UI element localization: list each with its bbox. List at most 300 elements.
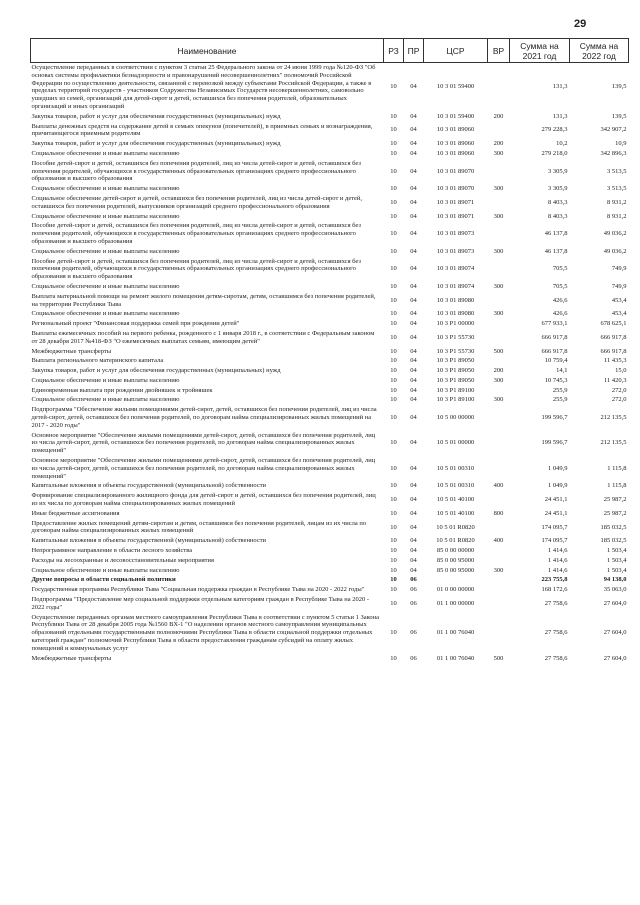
cell-pr: 04 (410, 547, 417, 555)
cell-vr: 200 (493, 367, 504, 375)
cell-rz: 10 (390, 167, 397, 175)
cell-csr: 10 3 01 89080 (436, 296, 475, 304)
cell-sum-2022: 3 513,5 (607, 167, 627, 175)
cell-sum-2021: 168 172,6 (541, 586, 568, 594)
table-row (31, 282, 629, 292)
header-sum-2022: Сумма на 2022 год (570, 39, 629, 63)
cell-vr: 800 (493, 509, 504, 517)
cell-sum-2022: 453,4 (611, 310, 627, 318)
table-row (31, 519, 629, 537)
cell-name: Социальное обеспечение и иные выплаты населению (31, 396, 180, 404)
cell-sum-2022: 272,0 (611, 386, 627, 394)
header-pr: ПР (404, 39, 424, 63)
cell-pr: 04 (410, 126, 417, 134)
cell-name: Закупка товаров, работ и услуг для обеспечения государственных (муниципальных) нужд (31, 112, 281, 120)
cell-rz: 10 (390, 376, 397, 384)
table-body (31, 63, 629, 664)
cell-csr: 10 3 P1 89100 (436, 386, 475, 394)
cell-vr (488, 575, 510, 585)
cell-name: Подпрограмма "Предоставление мер социальной поддержки отдельным категориям граждан в Республике Тыва на 2020 - 2022 годы" (31, 596, 370, 611)
cell-sum-2021: 46 137,8 (544, 247, 568, 255)
header-name: Наименование (31, 39, 384, 63)
cell-sum-2022: 15,0 (615, 367, 627, 375)
budget-table (30, 38, 629, 663)
cell-pr: 04 (410, 212, 417, 220)
cell-rz: 10 (390, 367, 397, 375)
cell-name: Выплата регионального материнского капитала (31, 357, 164, 365)
cell-rz: 10 (390, 320, 397, 328)
cell-csr: 10 3 01 89074 (436, 265, 475, 273)
cell-name: Капитальные вложения в объекты государственной (муниципальной) собственности (31, 537, 267, 545)
cell-name: Закупка товаров, работ и услуг для обеспечения государственных (муниципальных) нужд (31, 367, 281, 375)
table-row (31, 257, 629, 282)
cell-pr: 04 (410, 265, 417, 273)
cell-rz: 10 (390, 126, 397, 134)
table-row (31, 376, 629, 386)
cell-pr: 06 (410, 599, 417, 607)
cell-sum-2022: 11 435,3 (603, 357, 627, 365)
cell-rz: 10 (390, 523, 397, 531)
cell-sum-2021: 14,1 (556, 367, 568, 375)
cell-sum-2021: 223 755,8 (541, 576, 568, 584)
table-row (31, 319, 629, 329)
cell-pr: 06 (410, 654, 417, 662)
cell-vr: 300 (493, 149, 504, 157)
cell-rz: 10 (390, 230, 397, 238)
cell-pr: 04 (410, 537, 417, 545)
cell-sum-2022: 25 987,2 (603, 496, 627, 504)
cell-sum-2021: 666 917,8 (541, 333, 568, 341)
cell-sum-2021: 24 451,1 (544, 509, 568, 517)
cell-sum-2021: 666 917,8 (541, 347, 568, 355)
cell-rz: 10 (390, 464, 397, 472)
cell-sum-2022: 94 138,0 (603, 576, 627, 584)
cell-vr: 200 (493, 112, 504, 120)
cell-vr: 500 (493, 347, 504, 355)
cell-rz: 10 (390, 212, 397, 220)
table-header-row (31, 39, 629, 63)
cell-rz: 10 (390, 482, 397, 490)
cell-csr: 85 0 00 95000 (436, 566, 475, 574)
cell-rz: 10 (390, 247, 397, 255)
cell-sum-2021: 255,9 (552, 396, 568, 404)
cell-sum-2021: 199 596,7 (541, 414, 568, 422)
table-row (31, 481, 629, 491)
cell-csr: 10 3 01 89071 (436, 212, 475, 220)
cell-pr: 04 (410, 496, 417, 504)
cell-vr (488, 319, 510, 329)
header-rz: РЗ (384, 39, 404, 63)
cell-pr: 04 (410, 396, 417, 404)
table-row (31, 654, 629, 664)
cell-sum-2021: 1 049,9 (548, 464, 568, 472)
cell-vr (488, 329, 510, 347)
cell-rz: 10 (390, 357, 397, 365)
cell-vr (488, 519, 510, 537)
cell-csr: 10 5 01 R0820 (436, 537, 475, 545)
cell-name: Социальное обеспечение и иные выплаты населению (31, 247, 180, 255)
table-row (31, 247, 629, 257)
cell-sum-2022: 342 907,2 (600, 126, 627, 134)
cell-pr: 04 (410, 247, 417, 255)
cell-sum-2022: 27 604,0 (603, 599, 627, 607)
cell-sum-2022: 666 917,8 (600, 333, 627, 341)
cell-sum-2021: 3 305,9 (548, 167, 568, 175)
cell-rz: 10 (390, 566, 397, 574)
cell-name: Непрограммное направление в области лесного хозяйства (31, 547, 193, 555)
table-row (31, 546, 629, 556)
cell-rz: 10 (390, 265, 397, 273)
cell-rz: 10 (390, 282, 397, 290)
cell-rz: 10 (390, 185, 397, 193)
cell-name: Социальное обеспечение и иные выплаты населению (31, 212, 180, 220)
cell-sum-2022: 8 931,2 (607, 212, 627, 220)
cell-rz: 10 (390, 296, 397, 304)
cell-rz: 10 (390, 140, 397, 148)
cell-vr (488, 63, 510, 112)
table-row (31, 194, 629, 212)
cell-csr: 01 1 00 76040 (436, 654, 475, 662)
cell-csr (424, 575, 488, 585)
cell-vr: 300 (493, 310, 504, 318)
cell-sum-2021: 426,6 (552, 310, 568, 318)
cell-sum-2021: 131,3 (552, 112, 568, 120)
cell-rz: 10 (390, 496, 397, 504)
cell-sum-2021: 27 758,6 (544, 629, 568, 637)
cell-csr: 10 3 P1 55730 (436, 347, 475, 355)
cell-csr: 10 5 01 R0820 (436, 523, 475, 531)
cell-csr: 10 3 01 89060 (436, 126, 475, 134)
cell-vr: 300 (493, 566, 504, 574)
cell-sum-2022: 49 036,2 (603, 230, 627, 238)
cell-sum-2021: 199 596,7 (541, 439, 568, 447)
cell-name: Социальное обеспечение и иные выплаты населению (31, 149, 180, 157)
cell-sum-2022: 1 115,8 (607, 482, 627, 490)
table-row (31, 212, 629, 222)
cell-csr: 10 5 00 00000 (436, 414, 475, 422)
cell-name: Единовременная выплата при рождении двойняшек и тройняшек (31, 386, 213, 394)
table-row (31, 536, 629, 546)
cell-sum-2021: 3 305,9 (548, 185, 568, 193)
cell-csr: 10 3 01 59400 (436, 112, 475, 120)
cell-name: Социальное обеспечение и иные выплаты населению (31, 310, 180, 318)
cell-sum-2022: 3 513,5 (607, 185, 627, 193)
cell-csr: 10 3 P1 55730 (436, 333, 475, 341)
cell-pr: 04 (410, 83, 417, 91)
cell-sum-2022: 185 032,5 (600, 537, 627, 545)
cell-pr: 04 (410, 386, 417, 394)
cell-name: Пособие детей-сирот и детей, оставшихся без попечения родителей, лиц из числа детей-сирот и детей, оставшихся без попечения родителей, обучающихся в государственных образовательных организациях среднего профессионального образования и высшего образования (31, 257, 361, 281)
cell-sum-2021: 10,2 (556, 140, 568, 148)
cell-sum-2021: 279 228,3 (541, 126, 568, 134)
cell-name: Осуществление переданных органам местного самоуправления Республики Тыва в соответствии с пунктом 5 статьи 1 Закона Республики Тыва от 28 декабря 2005 года №1560 ВХ-1 "О наделении органов местного самоуправления муниципальных образований отдельными государственными полномочиями Республики Тыва в области социальной поддержки отдельных категорий граждан" полномочий Республики Тыва в области предоставления гражданам субсидий на оплату жилых помещений и коммунальных услуг (31, 613, 380, 652)
cell-sum-2022: 342 896,3 (600, 149, 627, 157)
cell-csr: 10 3 01 89070 (436, 185, 475, 193)
table-row (31, 395, 629, 405)
cell-sum-2022: 666 917,8 (600, 347, 627, 355)
cell-sum-2022: 35 063,0 (603, 586, 627, 594)
cell-name: Межбюджетные трансферты (31, 347, 112, 355)
cell-sum-2022: 678 625,1 (600, 320, 627, 328)
cell-vr (488, 456, 510, 481)
cell-pr: 04 (410, 112, 417, 120)
cell-sum-2021: 27 758,6 (544, 599, 568, 607)
cell-rz: 10 (390, 654, 397, 662)
cell-vr: 300 (493, 396, 504, 404)
cell-sum-2021: 426,6 (552, 296, 568, 304)
cell-rz: 10 (390, 547, 397, 555)
cell-rz: 10 (390, 414, 397, 422)
cell-vr (488, 546, 510, 556)
cell-csr: 10 5 01 00000 (436, 439, 475, 447)
cell-vr (488, 431, 510, 456)
cell-rz: 10 (390, 537, 397, 545)
cell-csr: 10 3 01 89060 (436, 140, 475, 148)
cell-rz: 10 (390, 347, 397, 355)
cell-pr: 04 (410, 333, 417, 341)
cell-sum-2021: 10 759,4 (544, 357, 568, 365)
cell-pr: 04 (410, 320, 417, 328)
cell-name: Подпрограмма "Обеспечение жилыми помещениями детей-сирот, детей, оставшихся без попечения родителей, лиц из числа детей-сирот, детей, оставшихся без попечения родителей, по договорам найма специализированных жилых помещений на 2017 - 2020 годы" (31, 406, 377, 429)
cell-name: Другие вопросы в области социальной политики (31, 576, 176, 584)
cell-name: Основное мероприятие "Обеспечение жилыми помещениями детей-сирот, детей, оставшихся без попечения родителей, лиц из числа детей-сирот, детей, оставшихся без попечения родителей, по договорам найма специализированных жилых помещений" (31, 457, 376, 480)
cell-pr: 04 (410, 376, 417, 384)
table-row (31, 356, 629, 366)
cell-sum-2022: 27 604,0 (603, 654, 627, 662)
cell-rz: 10 (390, 198, 397, 206)
header-vr: ВР (488, 39, 510, 63)
cell-csr: 10 3 01 89070 (436, 167, 475, 175)
cell-name: Государственная программа Республики Тыва "Социальная поддержка граждан в Республике Тыва на 2020 - 2022 годы" (31, 586, 365, 594)
table-row (31, 405, 629, 430)
cell-sum-2021: 677 933,1 (541, 320, 568, 328)
cell-vr: 400 (493, 537, 504, 545)
cell-pr: 04 (410, 230, 417, 238)
cell-vr (488, 257, 510, 282)
cell-vr: 500 (493, 654, 504, 662)
cell-pr: 04 (410, 509, 417, 517)
cell-sum-2022: 749,9 (611, 282, 627, 290)
table-row (31, 292, 629, 310)
cell-sum-2021: 1 414,6 (548, 547, 568, 555)
cell-sum-2021: 255,9 (552, 386, 568, 394)
cell-rz: 10 (390, 599, 397, 607)
cell-pr: 04 (410, 282, 417, 290)
cell-pr: 04 (410, 482, 417, 490)
cell-sum-2021: 174 095,7 (541, 537, 568, 545)
cell-name: Пособие детей-сирот и детей, оставшихся без попечения родителей, лиц из числа детей-сирот и детей, оставшихся без попечения родителей, обучающихся в государственных образовательных организациях среднего профессионального образования и высшего образования (31, 159, 361, 183)
cell-csr: 10 3 01 89060 (436, 149, 475, 157)
cell-sum-2021: 10 745,3 (544, 376, 568, 384)
cell-sum-2022: 10,9 (615, 140, 627, 148)
cell-name: Капитальные вложения в объекты государственной (муниципальной) собственности (31, 482, 267, 490)
table-row (31, 431, 629, 456)
cell-rz: 10 (390, 629, 397, 637)
table-row (31, 556, 629, 566)
cell-vr (488, 613, 510, 654)
cell-name: Основное мероприятие "Обеспечение жилыми помещениями детей-сирот, детей, оставшихся без попечения родителей, лиц из числа детей-сирот, детей, оставшихся без попечения родителей, по договорам найма специализированных жилых помещений" (31, 431, 376, 455)
table-row (31, 613, 629, 654)
cell-sum-2021: 174 095,7 (541, 523, 568, 531)
cell-name: Региональный проект "Финансовая поддержка семей при рождении детей" (31, 320, 240, 328)
cell-sum-2021: 705,5 (552, 265, 568, 273)
table-row (31, 566, 629, 576)
cell-csr: 10 3 P1 89050 (436, 367, 475, 375)
cell-vr (488, 356, 510, 366)
cell-csr: 10 3 01 89073 (436, 247, 475, 255)
cell-vr (488, 159, 510, 184)
cell-pr: 04 (410, 523, 417, 531)
cell-pr: 06 (410, 586, 417, 594)
cell-sum-2022: 212 135,5 (600, 439, 627, 447)
page-number: 29 (574, 18, 587, 30)
cell-vr (488, 491, 510, 509)
cell-csr: 10 5 01 40100 (436, 509, 475, 517)
header-csr: ЦСР (424, 39, 488, 63)
cell-name: Закупка товаров, работ и услуг для обеспечения государственных (муниципальных) нужд (31, 140, 281, 148)
cell-sum-2022: 1 503,4 (607, 566, 627, 574)
cell-csr: 85 0 00 00000 (436, 547, 475, 555)
cell-name: Пособие детей-сирот и детей, оставшихся без попечения родителей, лиц из числа детей-сирот и детей, оставшихся без попечения родителей, обучающихся в государственных образовательных организациях среднего профессионального образования и высшего образования (31, 222, 361, 245)
cell-csr: 10 3 P1 00000 (436, 320, 475, 328)
cell-rz: 10 (390, 576, 397, 584)
cell-pr: 06 (410, 629, 417, 637)
cell-sum-2022: 272,0 (611, 396, 627, 404)
table-row (31, 347, 629, 357)
cell-sum-2021: 46 137,8 (544, 230, 568, 238)
cell-vr: 300 (493, 185, 504, 193)
header-sum-2021: Сумма на 2021 год (510, 39, 570, 63)
cell-pr: 04 (410, 310, 417, 318)
table-row (31, 221, 629, 246)
cell-pr: 04 (410, 198, 417, 206)
cell-vr: 300 (493, 376, 504, 384)
cell-vr (488, 556, 510, 566)
cell-rz: 10 (390, 439, 397, 447)
cell-csr: 10 5 01 40100 (436, 496, 475, 504)
cell-sum-2022: 11 420,3 (603, 376, 627, 384)
table-row (31, 63, 629, 112)
cell-name: Межбюджетные трансферты (31, 654, 112, 662)
cell-sum-2022: 25 987,2 (603, 509, 627, 517)
cell-name: Осуществление переданных в соответствии с пунктом 3 статьи 25 Федерального закона от 24 июня 1999 года №120-ФЗ "Об основах системы профилактики безнадзорности и правонарушений несовершеннолетних" полномочий Российской Федерации по осуществлению деятельности, связанной с перевозкой между субъектами Российской Федерации, а также в пределах территорий государств - участников Содружества Независимых Государств несовершеннолетних, самовольно ушедших из семей, организаций для детей-сирот и детей, оставшихся без попечения родителей, образовательных организаций и иных организаций (31, 64, 376, 110)
cell-csr: 01 0 00 00000 (436, 586, 475, 594)
cell-name: Социальное обеспечение и иные выплаты населению (31, 376, 180, 384)
cell-vr (488, 122, 510, 140)
cell-vr (488, 585, 510, 595)
cell-pr: 04 (410, 367, 417, 375)
table-row (31, 509, 629, 519)
cell-sum-2022: 185 032,5 (600, 523, 627, 531)
cell-pr: 06 (410, 576, 417, 584)
table-row (31, 329, 629, 347)
cell-csr: 10 5 01 00310 (436, 464, 475, 472)
table-row (31, 575, 629, 585)
cell-vr (488, 405, 510, 430)
cell-sum-2021: 1 414,6 (548, 556, 568, 564)
cell-name: Социальное обеспечение детей-сирот и детей, оставшихся без попечения родителей, лиц из числа детей-сирот и детей, оставшихся без попечения родителей, выпускников организаций среднего профессионального образования (31, 194, 363, 210)
cell-sum-2021: 705,5 (552, 282, 568, 290)
cell-name: Выплаты ежемесячных пособий на первого ребенка, рожденного с 1 января 2018 г., в соответствии с Федеральным законом от 28 декабря 2017 №418-ФЗ "О ежемесячных выплатах семьям, имеющим детей" (31, 329, 375, 345)
cell-pr: 04 (410, 414, 417, 422)
cell-sum-2022: 1 115,8 (607, 464, 627, 472)
cell-pr: 04 (410, 357, 417, 365)
cell-sum-2021: 131,3 (552, 83, 568, 91)
cell-name: Предоставление жилых помещений детям-сиротам и детям, оставшимся без попечения родителей, лицам из их числа по договорам найма специализированных жилых помещений (31, 519, 367, 535)
cell-pr: 04 (410, 296, 417, 304)
cell-vr: 400 (493, 482, 504, 490)
cell-pr: 04 (410, 439, 417, 447)
cell-csr: 10 3 01 89080 (436, 310, 475, 318)
table-row (31, 386, 629, 396)
cell-pr: 04 (410, 347, 417, 355)
cell-name: Расходы на лесоохранные и лесовосстановительные мероприятия (31, 556, 214, 564)
cell-csr: 01 1 00 00000 (436, 599, 475, 607)
cell-name: Иные бюджетные ассигнования (31, 509, 120, 517)
cell-vr: 200 (493, 140, 504, 148)
cell-sum-2021: 27 758,6 (544, 654, 568, 662)
cell-csr: 01 1 00 76040 (436, 629, 475, 637)
cell-pr: 04 (410, 464, 417, 472)
table-row (31, 595, 629, 613)
cell-rz: 10 (390, 149, 397, 157)
cell-vr: 300 (493, 247, 504, 255)
cell-pr: 04 (410, 149, 417, 157)
cell-csr: 85 0 00 95000 (436, 556, 475, 564)
table-row (31, 184, 629, 194)
cell-pr: 04 (410, 167, 417, 175)
cell-sum-2022: 139,5 (611, 112, 627, 120)
cell-rz: 10 (390, 310, 397, 318)
cell-csr: 10 3 P1 89050 (436, 376, 475, 384)
cell-sum-2022: 1 503,4 (607, 547, 627, 555)
table-row (31, 491, 629, 509)
cell-sum-2021: 1 414,6 (548, 566, 568, 574)
cell-sum-2022: 27 604,0 (603, 629, 627, 637)
cell-sum-2022: 749,9 (611, 265, 627, 273)
cell-pr: 04 (410, 556, 417, 564)
table-row (31, 149, 629, 159)
cell-csr: 10 3 P1 89050 (436, 357, 475, 365)
table-row (31, 112, 629, 122)
cell-name: Выплаты денежных средств на содержание детей в семьях опекунов (попечителей), в приемных семьях и вознаграждения, причитающегося приемным родителям (31, 122, 373, 138)
cell-rz: 10 (390, 509, 397, 517)
cell-rz: 10 (390, 386, 397, 394)
table-row (31, 122, 629, 140)
table-row (31, 366, 629, 376)
cell-name: Формирование специализированного жилищного фонда для детей-сирот и детей, оставшихся без попечения родителей, лиц из их числа по договорам найма специализированных жилых помещений (31, 492, 376, 508)
cell-pr: 04 (410, 566, 417, 574)
cell-sum-2022: 1 503,4 (607, 556, 627, 564)
cell-vr (488, 386, 510, 396)
cell-sum-2021: 8 403,3 (548, 198, 568, 206)
cell-vr: 300 (493, 282, 504, 290)
cell-vr: 300 (493, 212, 504, 220)
cell-csr: 10 3 P1 89100 (436, 396, 475, 404)
cell-sum-2022: 212 135,5 (600, 414, 627, 422)
cell-rz: 10 (390, 333, 397, 341)
cell-rz: 10 (390, 396, 397, 404)
table-row (31, 456, 629, 481)
cell-csr: 10 5 01 00310 (436, 482, 475, 490)
cell-vr (488, 595, 510, 613)
cell-vr (488, 194, 510, 212)
table-row (31, 159, 629, 184)
cell-csr: 10 3 01 89074 (436, 282, 475, 290)
cell-name: Социальное обеспечение и иные выплаты населению (31, 185, 180, 193)
table-row (31, 585, 629, 595)
table-row (31, 309, 629, 319)
